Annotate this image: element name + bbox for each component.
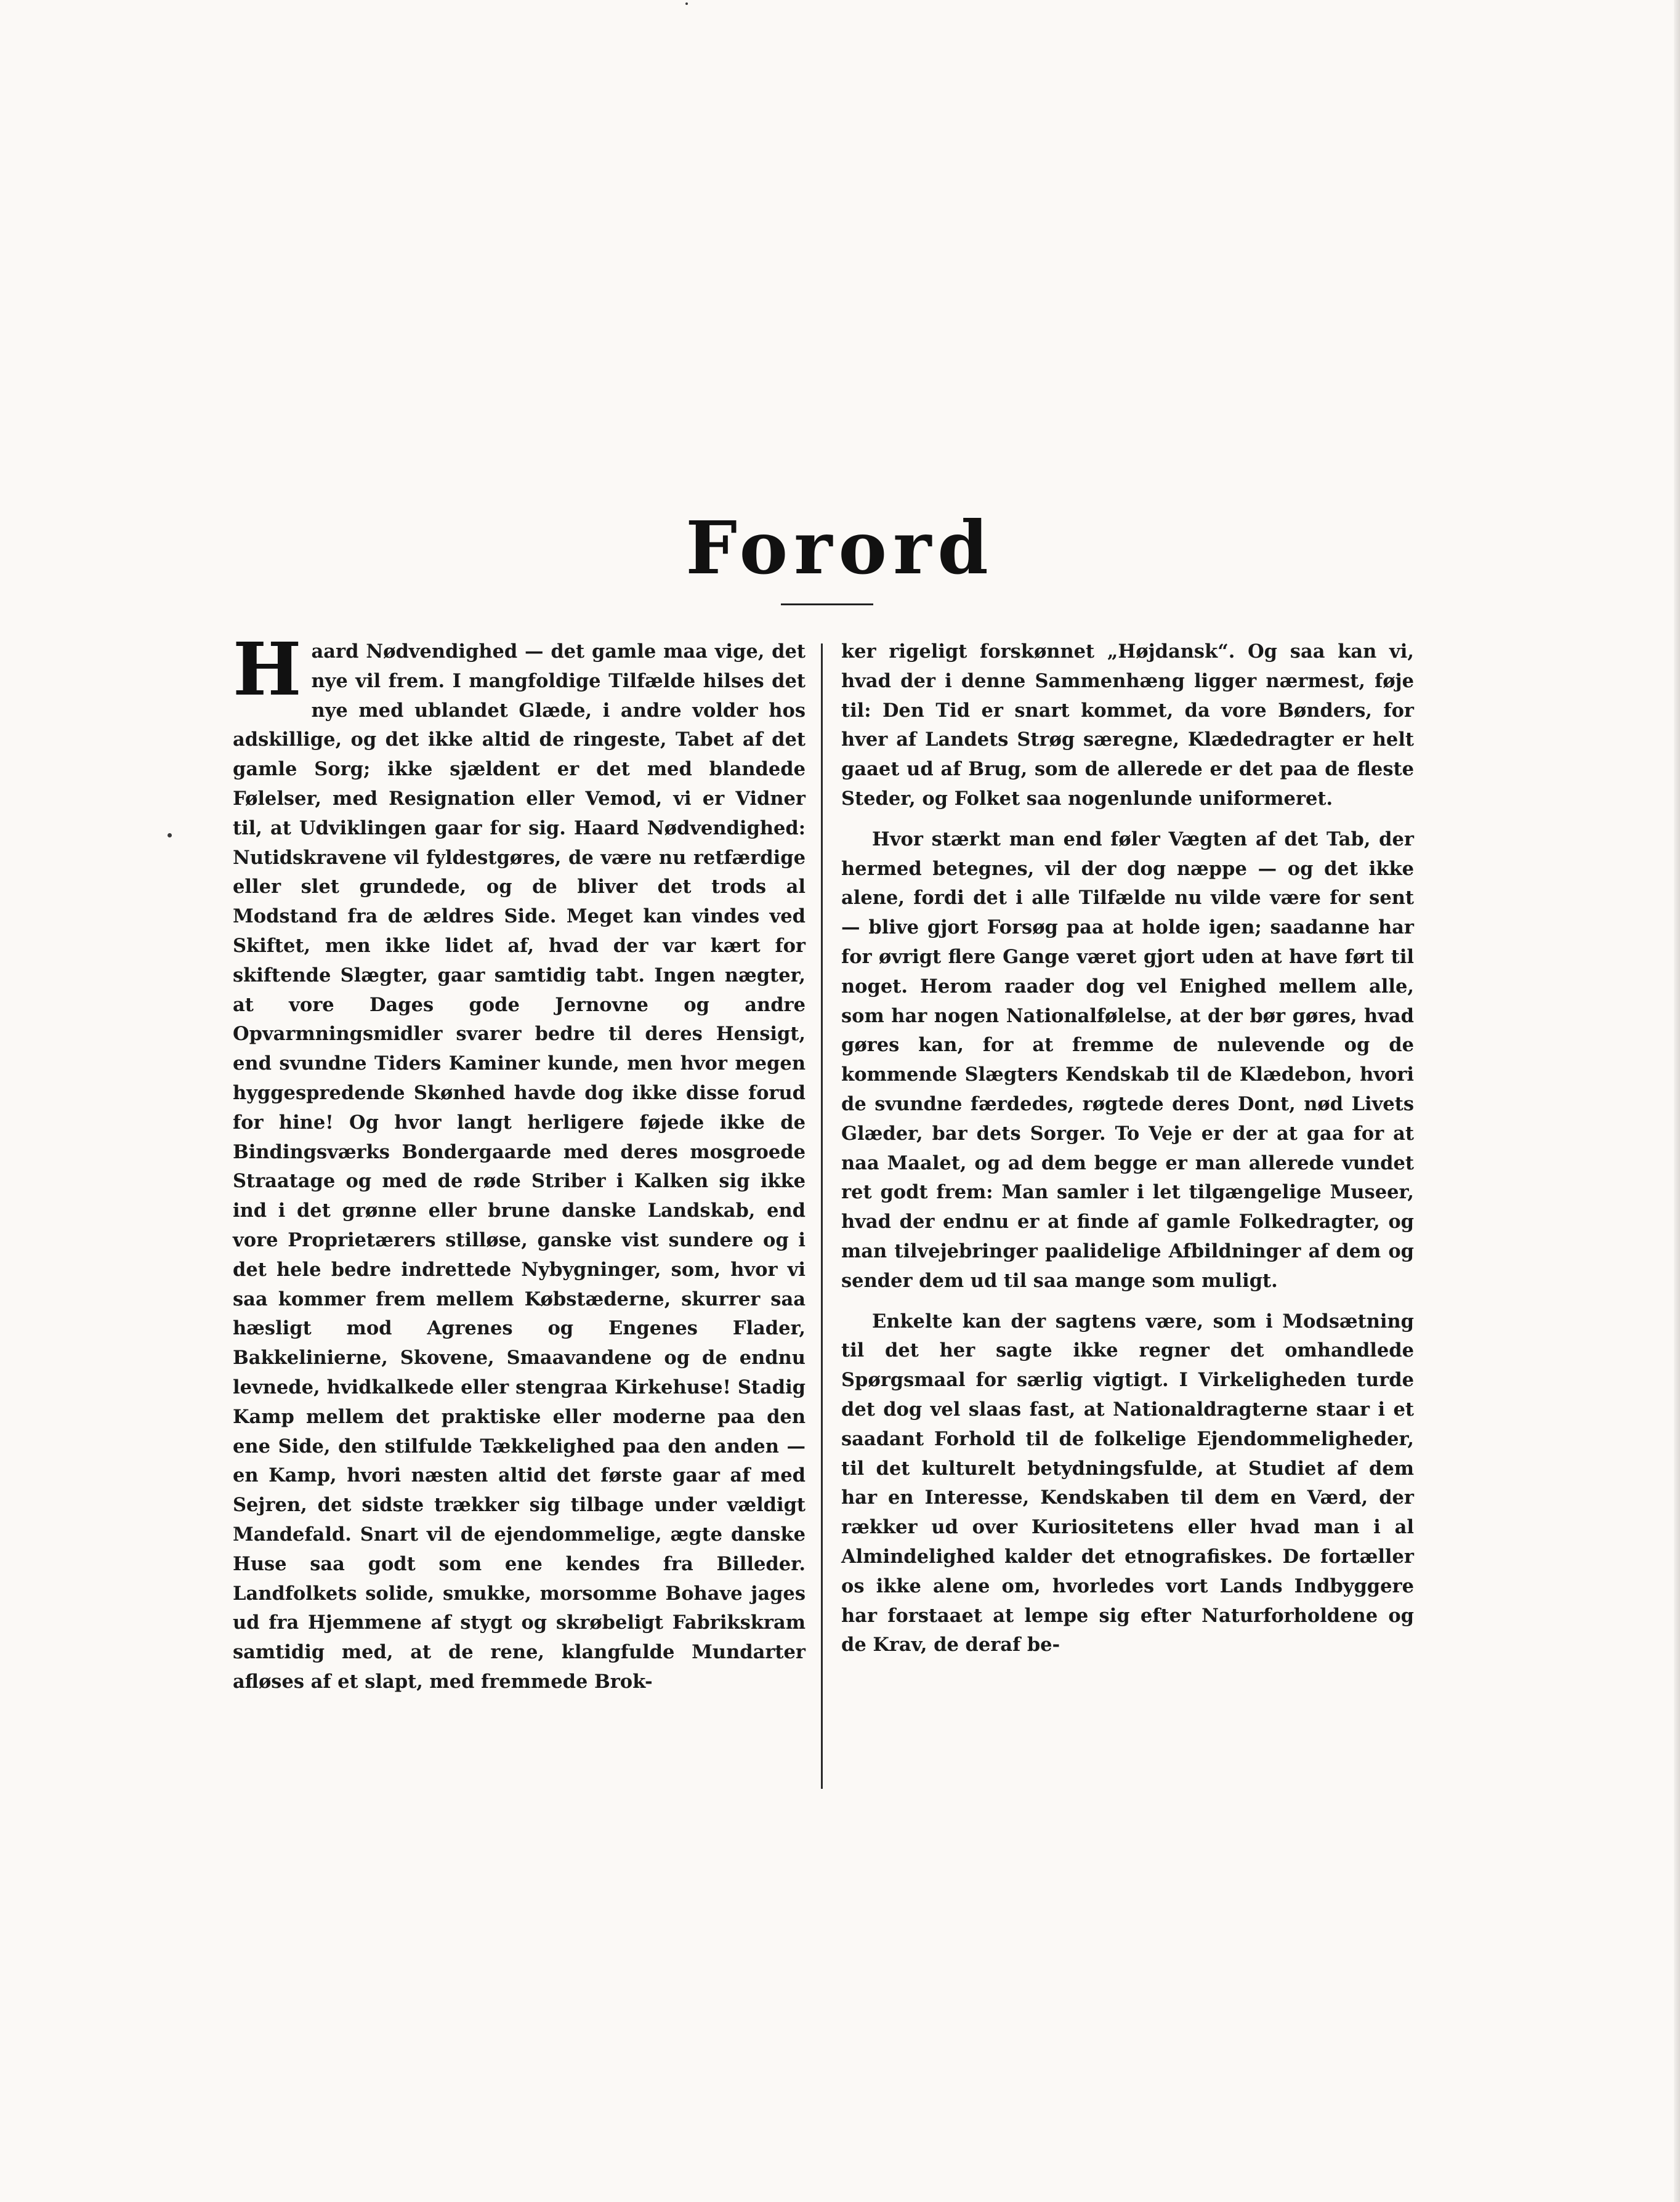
page-title: Forord (685, 505, 995, 591)
right-paragraph-3: Enkelte kan der sagtens være, som i Modsætning til det her sagte ikke regner det omhandlede Spørgsmaal for særlig vigtigt. I Virkeligheden turde det dog vel slaas fast, at Nationaldragterne staar i et saadant Forhold til de folkelige Ejendommeligheder, til det kulturelt betydningsfulde, at Studiet af dem har en Interesse, Kendskaben til dem en Værd, der rækker ud over Kuriositetens eller hvad man i al Almindelighed kalder det etnografiskes. De fortæller os ikke alene om, hvorledes vort Lands Indbyggere har forstaaet at lempe sig efter Naturforholdene og de Krav, de deraf be- (841, 1310, 1414, 1656)
title-rule (781, 603, 873, 605)
page-edge-shadow (1674, 0, 1680, 2202)
left-paragraph-text: aard Nødvendighed — det gamle maa vige, det nye vil frem. I mangfoldige Tilfælde hilses det nye med ublandet Glæde, i andre volder hos adskillige, og det ikke altid de ringeste, Tabet af det gamle Sorg; ikke sjældent er det med blandede Følelser, med Resignation eller Vemod, vi er Vidner til, at Udviklingen gaar for sig. Haard Nødvendighed: Nutidskravene vil fyldestgøres, de være nu retfærdige eller slet grundede, og de bliver det trods al Modstand fra de ældres Side. Meget kan vindes ved Skiftet, men ikke lidet af, hvad der var kært for skiftende Slægter, gaar samtidig tabt. Ingen nægter, at vore Dages gode Jernovne og andre Opvarmningsmidler svarer bedre til deres Hensigt, end svundne Tiders Kaminer kunde, men hvor megen hyggespredende Skønhed havde dog ikke disse forud for hine! Og hvor langt herligere føjede ikke de Bindingsværks Bondergaarde med deres mosgroede Straatage og med de røde Striber i Kalken sig ikke ind i det grønne eller brune danske Landskab, end vore Proprietærers stilløse, ganske vist sundere og i det hele bedre indrettede Nybygninger, som, hvor vi saa kommer frem mellem Købstæderne, skurrer saa hæsligt mod Agrenes og Engenes Flader, Bakkelinierne, Skovene, Smaavandene og de endnu levnede, hvidkalkede eller stengraa Kirkehuse! Stadig Kamp mellem det praktiske eller moderne paa den ene Side, den stilfulde Tækkelighed paa den anden — en Kamp, hvori næsten altid det første gaar af med Sejren, det sidste trækker sig tilbage under vældigt Mandefald. Snart vil de ejendommelige, ægte danske Huse saa godt som ene kendes fra Billeder. Landfolkets solide, smukke, morsomme Bohave jages ud fra Hjemmene af stygt og skrøbeligt Fabrikskram samtidig med, at de rene, klangfulde Mundarter afløses af et slapt, med fremmede Brok- (233, 640, 806, 1693)
paper-speck (685, 2, 688, 5)
right-column (841, 637, 1414, 1660)
dropcap: H (233, 626, 302, 712)
right-paragraph-1: ker rigeligt forskønnet „Højdansk“. Og saa kan vi, hvad der i denne Sammenhæng ligger nærmest, føje til: Den Tid er snart kommet, da vore Bønders, for hver af Landets Strøg særegne, Klædedragter er helt gaaet ud af Brug, som de allerede er det paa de fleste Steder, og Folket saa nogenlunde uniformeret. (841, 640, 1414, 810)
left-column (233, 626, 806, 1697)
column-divider (821, 643, 823, 1789)
paper-speck (168, 833, 172, 837)
right-paragraph-2: Hvor stærkt man end føler Vægten af det Tab, der hermed betegnes, vil der dog næppe — og det ikke alene, fordi det i alle Tilfælde nu vilde være for sent — blive gjort Forsøg paa at holde igen; saadanne har for øvrigt flere Gange været gjort uden at have ført til noget. Herom raader dog vel Enighed mellem alle, som har nogen Nationalfølelse, at der bør gøres, hvad gøres kan, for at fremme de nulevende og de kommende Slægters Kendskab til de Klædebon, hvori de svundne færdedes, røgtede deres Dont, nød Livets Glæder, bar dets Sorger. To Veje er der at gaa for at naa Maalet, og ad dem begge er man allerede vundet ret godt frem: Man samler i let tilgængelige Museer, hvad der endnu er at finde af gamle Folkedragter, og man tilvejebringer paalidelige Afbildninger af dem og sender dem ud til saa mange som muligt. (841, 828, 1414, 1292)
left-paragraph (233, 626, 806, 1697)
